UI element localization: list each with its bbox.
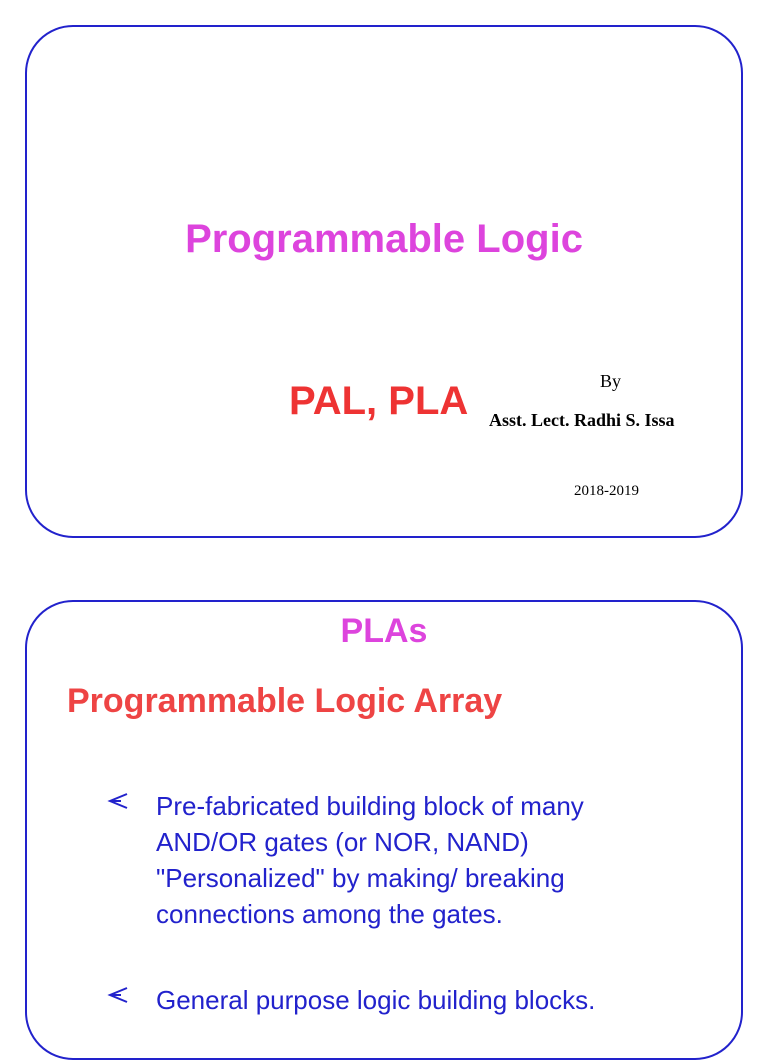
slide-subtitle: PAL, PLA (289, 379, 469, 423)
title-slide (25, 25, 743, 538)
arrow-bullet-icon (107, 984, 129, 1012)
bullet-line: connections among the gates. (156, 899, 503, 929)
bullet-line: Pre-fabricated building block of many (156, 791, 584, 821)
by-label: By (600, 371, 622, 391)
slide-title: PLAs (340, 612, 428, 650)
slide-heading: Programmable Logic Array (67, 682, 503, 720)
bullet-item (156, 982, 595, 1018)
arrow-bullet-icon (107, 790, 129, 818)
slide-title: Programmable Logic (185, 217, 583, 261)
author-name: Asst. Lect. Radhi S. Issa (489, 410, 675, 430)
bullet-item (156, 788, 584, 932)
content-slide (25, 600, 743, 1060)
bullet-line: AND/OR gates (or NOR, NAND) (156, 827, 529, 857)
academic-year: 2018-2019 (574, 483, 639, 499)
bullet-line: General purpose logic building blocks. (156, 985, 596, 1015)
bullet-line: "Personalized" by making/ breaking (156, 863, 565, 893)
